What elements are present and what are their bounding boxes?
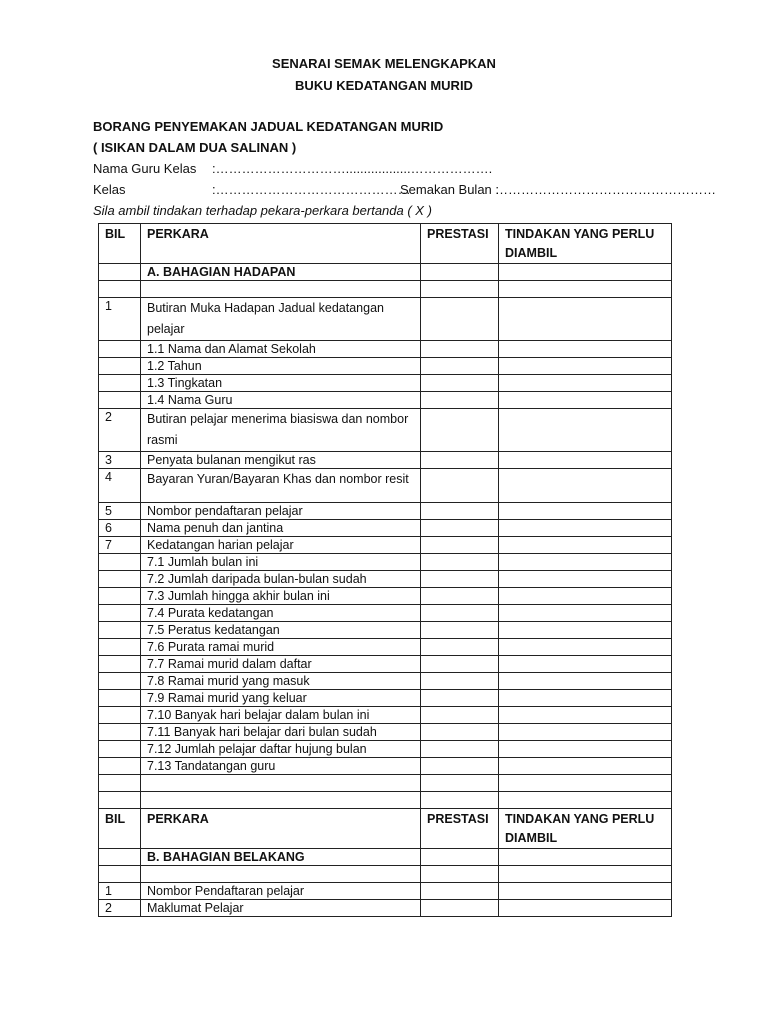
nama-guru-label: Nama Guru Kelas: [93, 161, 197, 176]
bil-cell: [99, 775, 141, 792]
table-row: [99, 866, 672, 883]
tindakan-cell[interactable]: [499, 707, 672, 724]
perkara-cell: [141, 775, 421, 792]
bil-cell: 5: [99, 503, 141, 520]
tindakan-cell[interactable]: [499, 503, 672, 520]
perkara-cell: Maklumat Pelajar: [141, 900, 421, 917]
prestasi-cell[interactable]: [421, 707, 499, 724]
tindakan-cell[interactable]: [499, 724, 672, 741]
table-row: [99, 452, 672, 469]
perkara-cell: 1.4 Nama Guru: [141, 392, 421, 409]
bil-cell: [99, 690, 141, 707]
tindakan-cell[interactable]: [499, 758, 672, 775]
table-row: [99, 605, 672, 622]
perkara-cell: Butiran Muka Hadapan Jadual kedatangan pelajar: [141, 298, 421, 341]
bil-cell: [99, 588, 141, 605]
bil-cell: [99, 622, 141, 639]
header-prestasi: PRESTASI: [421, 224, 499, 264]
perkara-cell: 7.4 Purata kedatangan: [141, 605, 421, 622]
tindakan-cell[interactable]: [499, 866, 672, 883]
semakan-label: Semakan Bulan :: [400, 182, 500, 197]
table-row: [99, 724, 672, 741]
table-row: [99, 883, 672, 900]
table-row: [99, 392, 672, 409]
bil-cell: [99, 792, 141, 809]
bil-cell: 4: [99, 469, 141, 503]
tindakan-cell[interactable]: [499, 605, 672, 622]
prestasi-cell[interactable]: [421, 392, 499, 409]
tindakan-cell[interactable]: [499, 358, 672, 375]
perkara-cell: 7.1 Jumlah bulan ini: [141, 554, 421, 571]
perkara-cell: 1.1 Nama dan Alamat Sekolah: [141, 341, 421, 358]
prestasi-cell[interactable]: [421, 520, 499, 537]
table-row: [99, 298, 672, 341]
kelas-field[interactable]: :………………………………………: [212, 182, 411, 197]
table-row: [99, 588, 672, 605]
perkara-cell: 7.12 Jumlah pelajar daftar hujung bulan: [141, 741, 421, 758]
prestasi-cell[interactable]: [421, 375, 499, 392]
section-b-title-row: [99, 849, 672, 866]
bil-cell: [99, 849, 141, 866]
form-title: BORANG PENYEMAKAN JADUAL KEDATANGAN MURID: [93, 119, 444, 134]
bil-cell: [99, 673, 141, 690]
tindakan-cell[interactable]: [499, 849, 672, 866]
prestasi-cell[interactable]: [421, 554, 499, 571]
prestasi-cell[interactable]: [421, 298, 499, 341]
table-row: [99, 758, 672, 775]
table-row: [99, 622, 672, 639]
prestasi-cell[interactable]: [421, 639, 499, 656]
perkara-cell: [141, 866, 421, 883]
header-bil: BIL: [99, 224, 141, 264]
prestasi-cell[interactable]: [421, 452, 499, 469]
table-row: [99, 341, 672, 358]
perkara-cell: Nama penuh dan jantina: [141, 520, 421, 537]
bil-cell: [99, 571, 141, 588]
prestasi-cell[interactable]: [421, 883, 499, 900]
perkara-cell: Butiran pelajar menerima biasiswa dan nombor rasmi: [141, 409, 421, 452]
perkara-cell: 7.11 Banyak hari belajar dari bulan sudah: [141, 724, 421, 741]
tindakan-cell[interactable]: [499, 264, 672, 281]
prestasi-cell[interactable]: [421, 469, 499, 503]
tindakan-cell[interactable]: [499, 571, 672, 588]
kelas-label: Kelas: [93, 182, 126, 197]
tindakan-cell[interactable]: [499, 392, 672, 409]
bil-cell: 3: [99, 452, 141, 469]
tindakan-cell[interactable]: [499, 900, 672, 917]
tindakan-cell[interactable]: [499, 281, 672, 298]
prestasi-cell[interactable]: [421, 281, 499, 298]
prestasi-cell[interactable]: [421, 866, 499, 883]
tindakan-cell[interactable]: [499, 792, 672, 809]
table-row: [99, 503, 672, 520]
tindakan-cell[interactable]: [499, 656, 672, 673]
header-perkara: PERKARA: [141, 809, 421, 849]
section-title: A. BAHAGIAN HADAPAN: [141, 264, 421, 281]
section-b-header-row: [99, 809, 672, 849]
prestasi-cell[interactable]: [421, 264, 499, 281]
bil-cell: [99, 375, 141, 392]
table-row: [99, 690, 672, 707]
form-note: ( ISIKAN DALAM DUA SALINAN ): [93, 140, 297, 155]
section-a-header-row: [99, 224, 672, 264]
prestasi-cell[interactable]: [421, 775, 499, 792]
bil-cell: 7: [99, 537, 141, 554]
prestasi-cell[interactable]: [421, 792, 499, 809]
bil-cell: [99, 741, 141, 758]
tindakan-cell[interactable]: [499, 537, 672, 554]
table-row: [99, 673, 672, 690]
bil-cell: [99, 707, 141, 724]
section-a-title-row: [99, 264, 672, 281]
tindakan-cell[interactable]: [499, 673, 672, 690]
bil-cell: [99, 358, 141, 375]
prestasi-cell[interactable]: [421, 341, 499, 358]
perkara-cell: Bayaran Yuran/Bayaran Khas dan nombor resit: [141, 469, 421, 503]
perkara-cell: 7.9 Ramai murid yang keluar: [141, 690, 421, 707]
bil-cell: [99, 758, 141, 775]
header-bil: BIL: [99, 809, 141, 849]
table-row: [99, 900, 672, 917]
prestasi-cell[interactable]: [421, 741, 499, 758]
table-row: [99, 554, 672, 571]
prestasi-cell[interactable]: [421, 571, 499, 588]
perkara-cell: [141, 281, 421, 298]
header-prestasi: PRESTASI: [421, 809, 499, 849]
prestasi-cell[interactable]: [421, 588, 499, 605]
table-row: [99, 409, 672, 452]
tindakan-cell[interactable]: [499, 883, 672, 900]
tindakan-cell[interactable]: [499, 588, 672, 605]
perkara-cell: 1.2 Tahun: [141, 358, 421, 375]
bil-cell: [99, 605, 141, 622]
bil-cell: 1: [99, 298, 141, 341]
bil-cell: [99, 656, 141, 673]
perkara-cell: 7.6 Purata ramai murid: [141, 639, 421, 656]
table-row: [99, 520, 672, 537]
header-tindakan: TINDAKAN YANG PERLU DIAMBIL: [499, 224, 672, 264]
table-row: [99, 656, 672, 673]
section-title: B. BAHAGIAN BELAKANG: [141, 849, 421, 866]
bil-cell: [99, 866, 141, 883]
tindakan-cell[interactable]: [499, 690, 672, 707]
perkara-cell: Nombor Pendaftaran pelajar: [141, 883, 421, 900]
perkara-cell: Kedatangan harian pelajar: [141, 537, 421, 554]
header-tindakan: TINDAKAN YANG PERLU DIAMBIL: [499, 809, 672, 849]
tindakan-cell[interactable]: [499, 409, 672, 452]
prestasi-cell[interactable]: [421, 724, 499, 741]
header-perkara: PERKARA: [141, 224, 421, 264]
tindakan-cell[interactable]: [499, 298, 672, 341]
checklist-table: [98, 223, 672, 917]
prestasi-cell[interactable]: [421, 622, 499, 639]
table-row: [99, 358, 672, 375]
prestasi-cell[interactable]: [421, 409, 499, 452]
prestasi-cell[interactable]: [421, 758, 499, 775]
bil-cell: 6: [99, 520, 141, 537]
bil-cell: 2: [99, 409, 141, 452]
perkara-cell: 7.8 Ramai murid yang masuk: [141, 673, 421, 690]
prestasi-cell[interactable]: [421, 503, 499, 520]
tindakan-cell[interactable]: [499, 469, 672, 503]
semakan-field[interactable]: ……………………………………………: [495, 182, 716, 197]
prestasi-cell[interactable]: [421, 605, 499, 622]
tindakan-cell[interactable]: [499, 639, 672, 656]
table-row: [99, 775, 672, 792]
prestasi-cell[interactable]: [421, 900, 499, 917]
bil-cell: 1: [99, 883, 141, 900]
tindakan-cell[interactable]: [499, 554, 672, 571]
tindakan-cell[interactable]: [499, 622, 672, 639]
tindakan-cell[interactable]: [499, 520, 672, 537]
prestasi-cell[interactable]: [421, 673, 499, 690]
perkara-cell: Penyata bulanan mengikut ras: [141, 452, 421, 469]
prestasi-cell[interactable]: [421, 656, 499, 673]
bil-cell: [99, 341, 141, 358]
perkara-cell: 7.2 Jumlah daripada bulan-bulan sudah: [141, 571, 421, 588]
tindakan-cell[interactable]: [499, 775, 672, 792]
perkara-cell: 7.13 Tandatangan guru: [141, 758, 421, 775]
bil-cell: 2: [99, 900, 141, 917]
prestasi-cell[interactable]: [421, 849, 499, 866]
perkara-cell: 7.10 Banyak hari belajar dalam bulan ini: [141, 707, 421, 724]
doc-title-line1: SENARAI SEMAK MELENGKAPKAN: [272, 56, 496, 71]
table-row: [99, 639, 672, 656]
tindakan-cell[interactable]: [499, 452, 672, 469]
tindakan-cell[interactable]: [499, 741, 672, 758]
prestasi-cell[interactable]: [421, 358, 499, 375]
table-row: [99, 469, 672, 503]
perkara-cell: 7.3 Jumlah hingga akhir bulan ini: [141, 588, 421, 605]
bil-cell: [99, 281, 141, 298]
prestasi-cell[interactable]: [421, 690, 499, 707]
perkara-cell: 1.3 Tingkatan: [141, 375, 421, 392]
perkara-cell: 7.7 Ramai murid dalam daftar: [141, 656, 421, 673]
bil-cell: [99, 639, 141, 656]
bil-cell: [99, 264, 141, 281]
table-row: [99, 741, 672, 758]
bil-cell: [99, 392, 141, 409]
instruction-text: Sila ambil tindakan terhadap pekara-perkara bertanda ( X ): [93, 203, 432, 218]
tindakan-cell[interactable]: [499, 375, 672, 392]
nama-guru-field[interactable]: :…………………………..................……………….: [212, 161, 493, 176]
perkara-cell: Nombor pendaftaran pelajar: [141, 503, 421, 520]
prestasi-cell[interactable]: [421, 537, 499, 554]
table-row: [99, 707, 672, 724]
table-row: [99, 375, 672, 392]
tindakan-cell[interactable]: [499, 341, 672, 358]
table-row: [99, 571, 672, 588]
table-row: [99, 792, 672, 809]
perkara-cell: 7.5 Peratus kedatangan: [141, 622, 421, 639]
bil-cell: [99, 724, 141, 741]
perkara-cell: [141, 792, 421, 809]
table-row: [99, 537, 672, 554]
bil-cell: [99, 554, 141, 571]
doc-title-line2: BUKU KEDATANGAN MURID: [295, 78, 473, 93]
table-row: [99, 281, 672, 298]
